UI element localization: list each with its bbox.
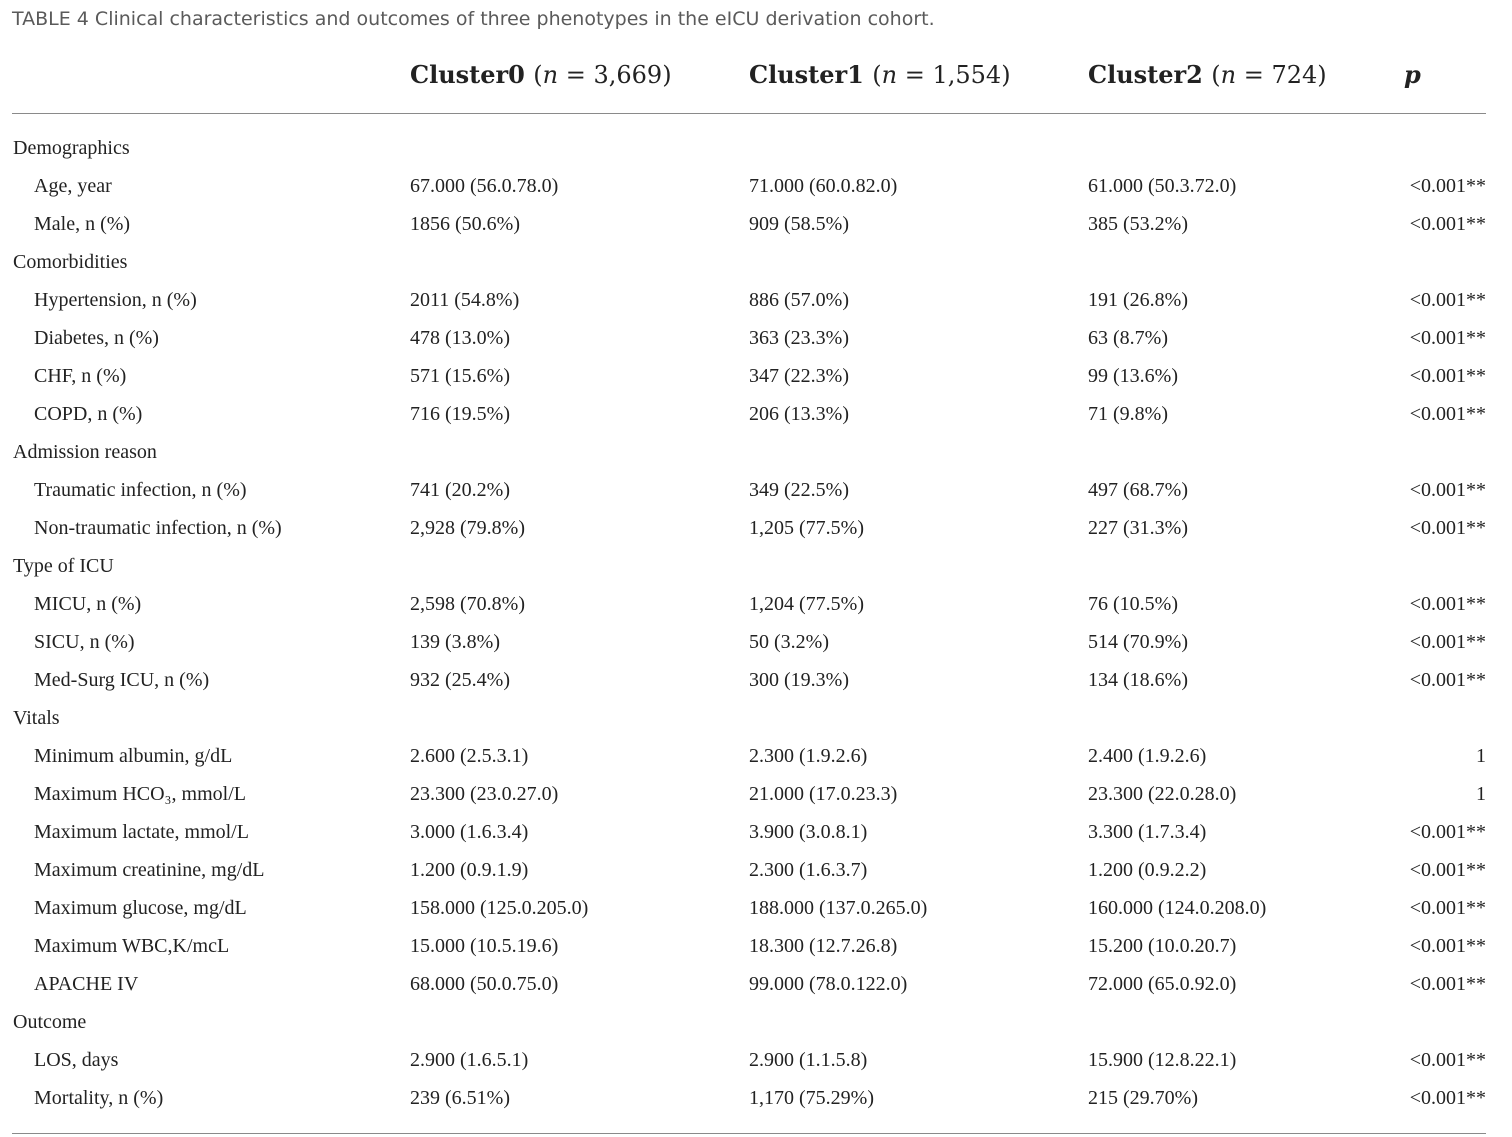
cluster0-cell: 1856 (50.6%) [410,213,520,235]
cluster0-cell: 68.000 (50.0.75.0) [410,973,559,995]
row-label: CHF, n (%) [34,365,127,387]
cluster0-cell: 2011 (54.8%) [410,289,520,311]
row-label: Non-traumatic infection, n (%) [34,517,282,539]
row-label: APACHE IV [34,973,139,995]
section-label: Admission reason [13,441,157,463]
header-cluster2-count: 724 [1271,61,1318,89]
cluster1-cell: 188.000 (137.0.265.0) [749,897,928,919]
cluster2-cell: 497 (68.7%) [1088,479,1188,501]
cluster1-cell: 300 (19.3%) [749,669,849,691]
row-label: SICU, n (%) [34,631,135,653]
p-value-cell: <0.001** [1409,327,1486,349]
table-row [0,320,1512,358]
row-label: Maximum HCO₃, mmol/L [34,783,246,805]
cluster0-cell: 3.000 (1.6.3.4) [410,821,529,843]
row-label: Male, n (%) [34,213,131,235]
cluster0-cell: 1.200 (0.9.1.9) [410,859,529,881]
cluster1-cell: 3.900 (3.0.8.1) [749,821,868,843]
cluster1-cell: 2.300 (1.9.2.6) [749,745,868,767]
p-value-cell: <0.001** [1409,1087,1486,1109]
cluster0-cell: 478 (13.0%) [410,327,510,349]
table-row [0,586,1512,624]
row-label: LOS, days [34,1049,119,1071]
p-value-cell: <0.001** [1409,935,1486,957]
cluster1-cell: 71.000 (60.0.82.0) [749,175,898,197]
cluster2-cell: 1.200 (0.9.2.2) [1088,859,1207,881]
cluster1-cell: 347 (22.3%) [749,365,849,387]
row-label: Maximum WBC,K/mcL [34,935,230,957]
table-row [0,206,1512,244]
header-cluster1: Cluster1 (n = 1,554) [749,60,1011,89]
cluster2-cell: 385 (53.2%) [1088,213,1188,235]
cluster0-cell: 2.600 (2.5.3.1) [410,745,529,767]
table-row [0,776,1512,814]
cluster0-cell: 2,598 (70.8%) [410,593,525,615]
cluster0-cell: 239 (6.51%) [410,1087,510,1109]
row-label: MICU, n (%) [34,593,142,615]
p-value-cell: <0.001** [1409,213,1486,235]
table-row [0,738,1512,776]
p-value-cell: <0.001** [1409,821,1486,843]
cluster2-cell: 15.200 (10.0.20.7) [1088,935,1237,957]
p-value-cell: <0.001** [1409,973,1486,995]
header-cluster0-count: 3,669 [593,61,663,89]
section-row [0,700,1512,738]
p-value-cell: <0.001** [1409,859,1486,881]
section-label: Type of ICU [13,555,114,577]
cluster1-cell: 206 (13.3%) [749,403,849,425]
cluster0-cell: 2.900 (1.6.5.1) [410,1049,529,1071]
row-label: COPD, n (%) [34,403,143,425]
row-label: Med-Surg ICU, n (%) [34,669,210,691]
section-label: Outcome [13,1011,87,1033]
header-cluster2-name: Cluster2 [1088,60,1203,89]
header-cluster1-count: 1,554 [932,61,1002,89]
cluster0-cell: 571 (15.6%) [410,365,510,387]
p-value-cell: <0.001** [1409,517,1486,539]
p-value-cell: <0.001** [1409,403,1486,425]
cluster0-cell: 158.000 (125.0.205.0) [410,897,589,919]
section-label: Comorbidities [13,251,128,273]
cluster1-cell: 363 (23.3%) [749,327,849,349]
header-p-label: p [1404,60,1421,89]
table-row [0,966,1512,1004]
table-row [0,1080,1512,1118]
cluster0-cell: 716 (19.5%) [410,403,510,425]
p-value-cell: <0.001** [1409,897,1486,919]
header-p-value [1404,60,1421,89]
header-cluster1-eq: = [897,61,933,89]
cluster1-cell: 886 (57.0%) [749,289,849,311]
table-row [0,510,1512,548]
row-label: Traumatic infection, n (%) [34,479,247,501]
cluster0-cell: 741 (20.2%) [410,479,510,501]
p-value-cell: <0.001** [1409,631,1486,653]
cluster2-cell: 191 (26.8%) [1088,289,1188,311]
p-value-cell: <0.001** [1409,669,1486,691]
cluster2-cell: 215 (29.70%) [1088,1087,1198,1109]
cluster2-cell: 15.900 (12.8.22.1) [1088,1049,1237,1071]
header-cluster2-n-label: n [1220,61,1237,89]
p-value-cell: 1 [1476,745,1486,767]
p-value-cell: 1 [1476,783,1486,805]
cluster1-cell: 349 (22.5%) [749,479,849,501]
row-label: Minimum albumin, g/dL [34,745,233,767]
cluster1-cell: 21.000 (17.0.23.3) [749,783,898,805]
row-label: Maximum glucose, mg/dL [34,897,247,919]
cluster2-cell: 61.000 (50.3.72.0) [1088,175,1237,197]
p-value-cell: <0.001** [1409,1049,1486,1071]
cluster1-cell: 2.900 (1.1.5.8) [749,1049,868,1071]
section-row [0,1004,1512,1042]
cluster2-cell: 2.400 (1.9.2.6) [1088,745,1207,767]
header-cluster0-name: Cluster0 [410,60,525,89]
cluster1-cell: 18.300 (12.7.26.8) [749,935,898,957]
section-label: Demographics [13,137,130,159]
table-top-rule [12,113,1486,114]
cluster2-cell: 23.300 (22.0.28.0) [1088,783,1237,805]
cluster2-cell: 71 (9.8%) [1088,403,1168,425]
cluster2-cell: 227 (31.3%) [1088,517,1188,539]
table-row [0,358,1512,396]
header-cluster2-eq: = [1236,61,1272,89]
cluster1-cell: 1,170 (75.29%) [749,1087,874,1109]
table-row [0,928,1512,966]
cluster2-cell: 160.000 (124.0.208.0) [1088,897,1267,919]
header-cluster2: Cluster2 (n = 724) [1088,60,1327,89]
header-cluster0-n-label: n [542,61,559,89]
section-row [0,244,1512,282]
header-cluster1-n-label: n [881,61,898,89]
cluster2-cell: 99 (13.6%) [1088,365,1178,387]
header-cluster0-eq: = [558,61,594,89]
cluster2-cell: 514 (70.9%) [1088,631,1188,653]
row-label: Maximum lactate, mmol/L [34,821,249,843]
cluster0-cell: 2,928 (79.8%) [410,517,525,539]
cluster2-cell: 3.300 (1.7.3.4) [1088,821,1207,843]
cluster1-cell: 50 (3.2%) [749,631,829,653]
table-row [0,472,1512,510]
cluster1-cell: 1,204 (77.5%) [749,593,864,615]
cluster2-cell: 76 (10.5%) [1088,593,1178,615]
row-label: Hypertension, n (%) [34,289,197,311]
cluster0-cell: 67.000 (56.0.78.0) [410,175,559,197]
row-label: Maximum creatinine, mg/dL [34,859,265,881]
header-cluster1-name: Cluster1 [749,60,864,89]
table-row [0,662,1512,700]
cluster0-cell: 139 (3.8%) [410,631,500,653]
table-row [0,1042,1512,1080]
header-cluster0: Cluster0 (n = 3,669) [410,60,672,89]
section-row [0,130,1512,168]
table-row [0,814,1512,852]
row-label: Diabetes, n (%) [34,327,159,349]
p-value-cell: <0.001** [1409,479,1486,501]
cluster1-cell: 909 (58.5%) [749,213,849,235]
p-value-cell: <0.001** [1409,593,1486,615]
p-value-cell: <0.001** [1409,289,1486,311]
table-caption: TABLE 4 Clinical characteristics and outcomes of three phenotypes in the eICU derivation cohort. [12,8,935,30]
p-value-cell: <0.001** [1409,175,1486,197]
cluster2-cell: 63 (8.7%) [1088,327,1168,349]
table-row [0,282,1512,320]
table-row [0,168,1512,206]
table-bottom-rule [12,1133,1486,1134]
cluster1-cell: 1,205 (77.5%) [749,517,864,539]
table-row [0,852,1512,890]
cluster0-cell: 15.000 (10.5.19.6) [410,935,559,957]
section-row [0,434,1512,472]
section-label: Vitals [13,707,60,729]
section-row [0,548,1512,586]
row-label: Mortality, n (%) [34,1087,164,1109]
cluster1-cell: 99.000 (78.0.122.0) [749,973,908,995]
cluster2-cell: 72.000 (65.0.92.0) [1088,973,1237,995]
p-value-cell: <0.001** [1409,365,1486,387]
cluster1-cell: 2.300 (1.6.3.7) [749,859,868,881]
table-body [0,130,1512,1118]
table-row [0,396,1512,434]
row-label: Age, year [34,175,112,197]
cluster2-cell: 134 (18.6%) [1088,669,1188,691]
cluster0-cell: 23.300 (23.0.27.0) [410,783,559,805]
cluster0-cell: 932 (25.4%) [410,669,510,691]
table-row [0,890,1512,928]
table-row [0,624,1512,662]
